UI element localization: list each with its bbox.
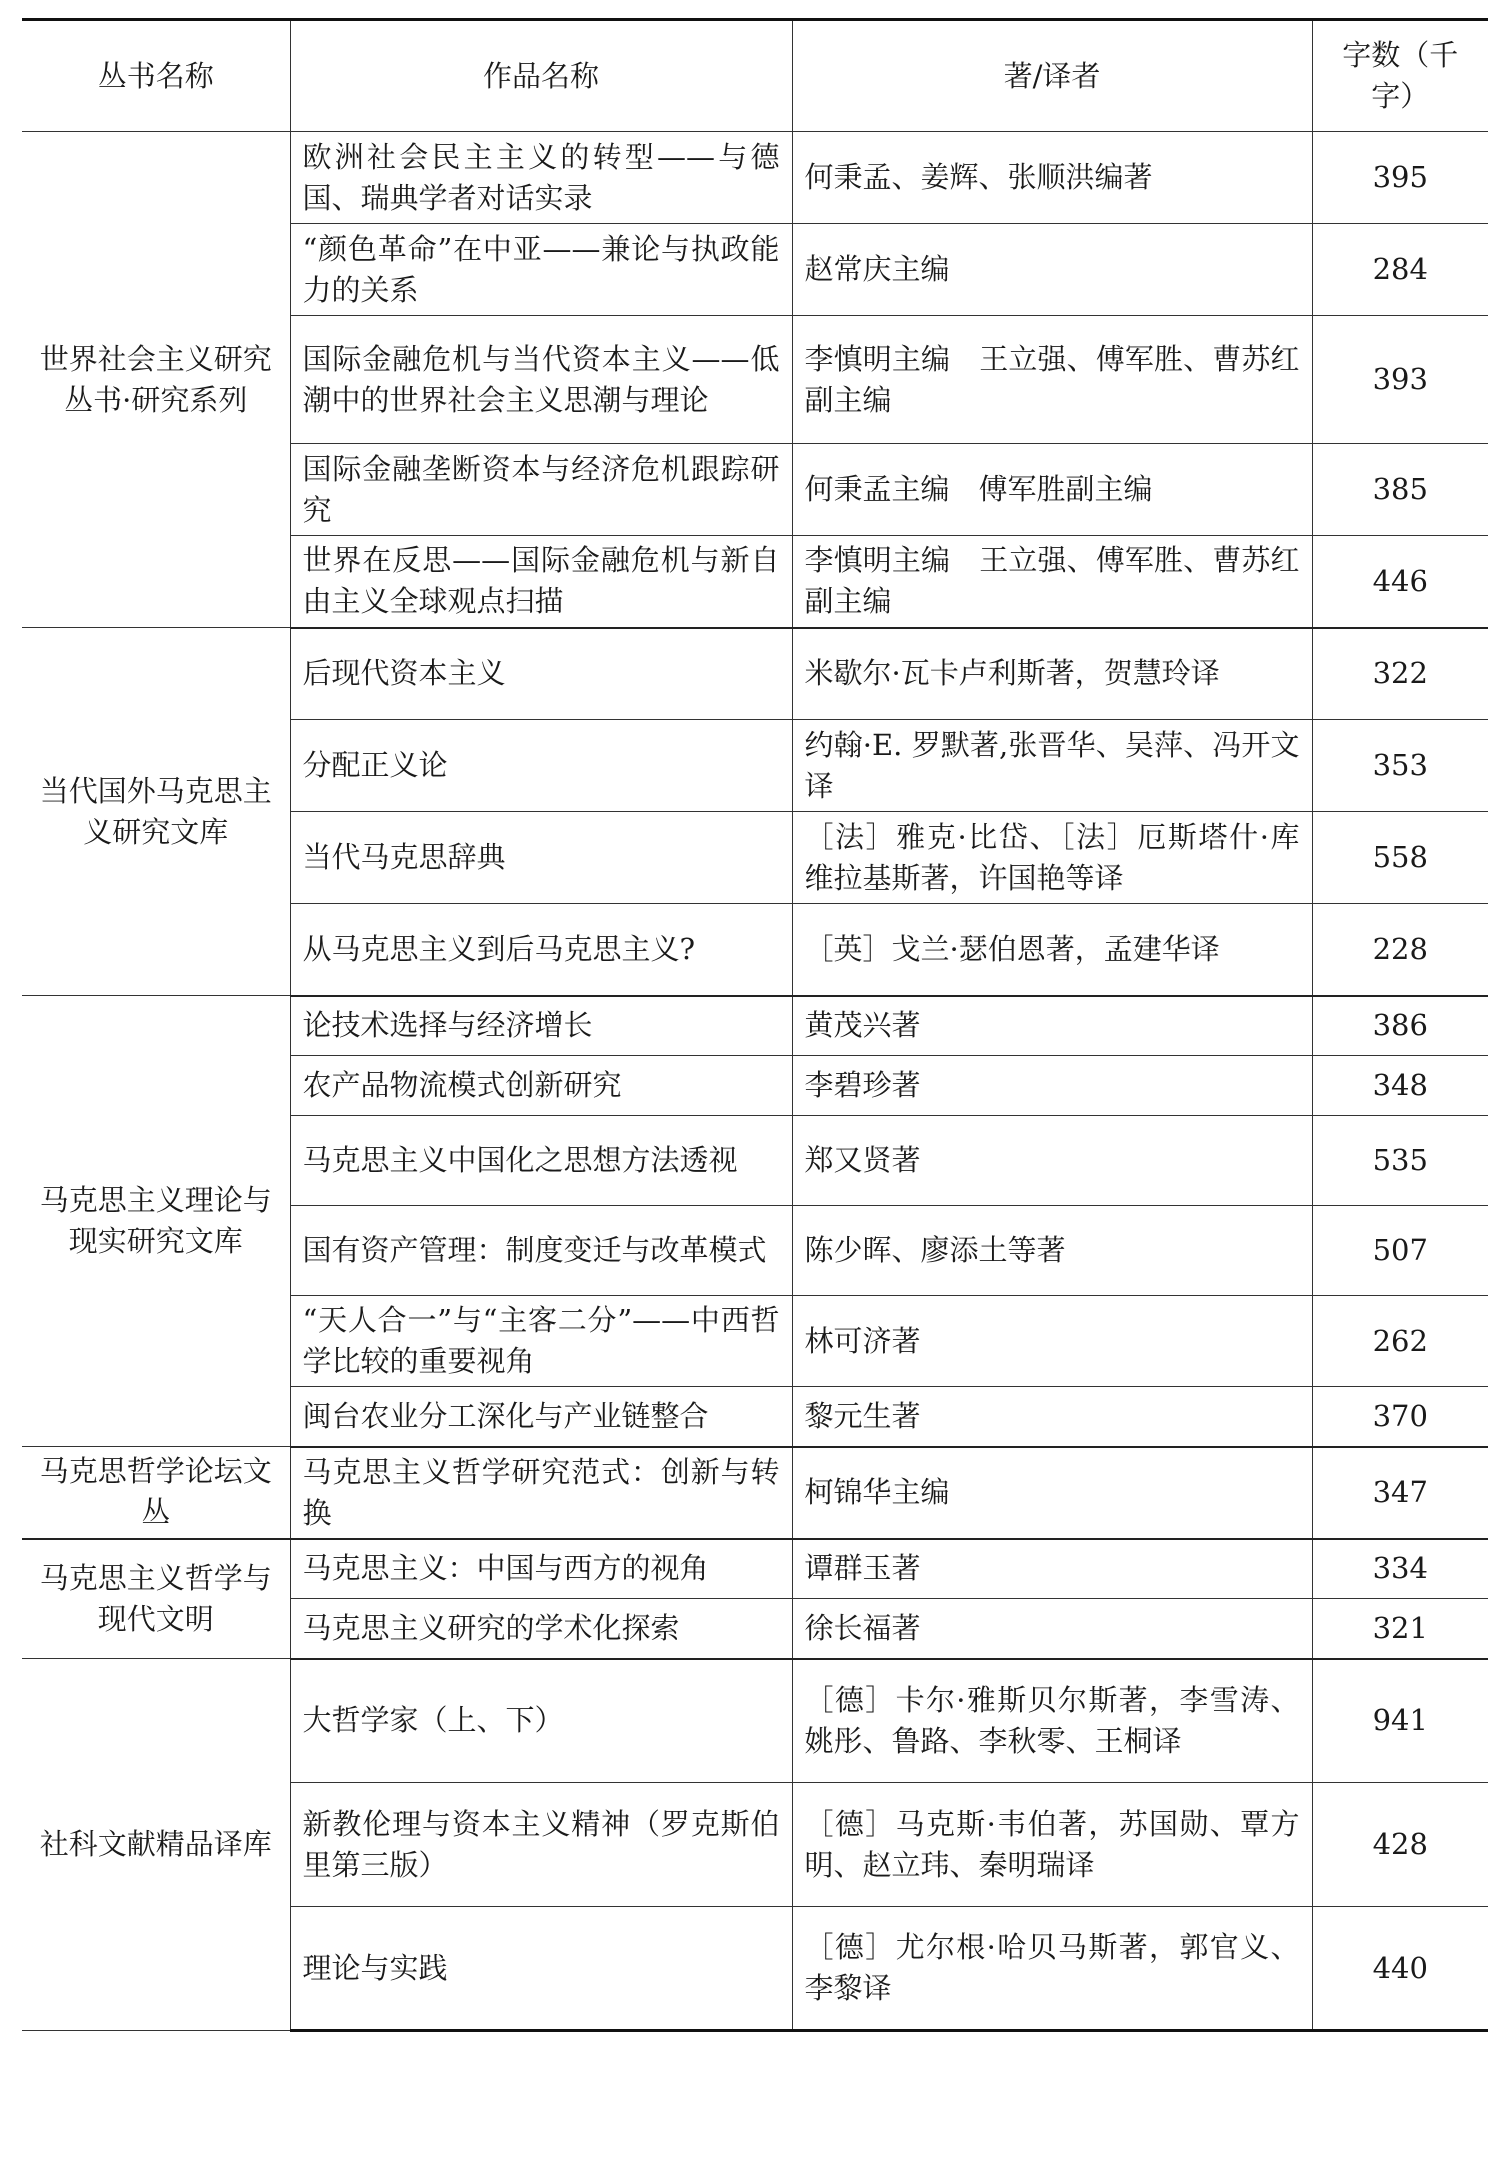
word-count-cell: 228 xyxy=(1312,904,1488,996)
work-title-cell: 闽台农业分工深化与产业链整合 xyxy=(290,1387,792,1447)
word-count-cell: 284 xyxy=(1312,224,1488,316)
author-cell: 谭群玉著 xyxy=(792,1539,1312,1599)
work-title-cell: 国有资产管理：制度变迁与改革模式 xyxy=(290,1206,792,1296)
word-count-cell: 507 xyxy=(1312,1206,1488,1296)
series-name-cell: 马克思主义理论与现实研究文库 xyxy=(22,996,290,1447)
word-count-cell: 348 xyxy=(1312,1056,1488,1116)
word-count-cell: 353 xyxy=(1312,720,1488,812)
work-title-cell: 农产品物流模式创新研究 xyxy=(290,1056,792,1116)
work-title-cell: 国际金融垄断资本与经济危机跟踪研究 xyxy=(290,444,792,536)
work-title-cell: 马克思主义研究的学术化探索 xyxy=(290,1599,792,1659)
work-title-cell: “天人合一”与“主客二分”——中西哲学比较的重要视角 xyxy=(290,1296,792,1387)
author-cell: 林可济著 xyxy=(792,1296,1312,1387)
work-title-cell: 当代马克思辞典 xyxy=(290,812,792,904)
header-title: 作品名称 xyxy=(290,20,792,132)
author-cell: 何秉孟、姜辉、张顺洪编著 xyxy=(792,132,1312,224)
author-cell: ［德］尤尔根·哈贝马斯著，郭官义、李黎译 xyxy=(792,1907,1312,2031)
word-count-cell: 334 xyxy=(1312,1539,1488,1599)
table-row xyxy=(22,1659,1488,1783)
author-cell: 赵常庆主编 xyxy=(792,224,1312,316)
work-title-cell: 大哲学家（上、下） xyxy=(290,1659,792,1783)
header-series: 丛书名称 xyxy=(22,20,290,132)
author-cell: 米歇尔·瓦卡卢利斯著，贺慧玲译 xyxy=(792,628,1312,720)
table-header xyxy=(22,20,1488,132)
author-cell: ［法］雅克·比岱、［法］厄斯塔什·库维拉基斯著，许国艳等译 xyxy=(792,812,1312,904)
word-count-cell: 446 xyxy=(1312,536,1488,628)
table-row xyxy=(22,132,1488,224)
word-count-cell: 395 xyxy=(1312,132,1488,224)
word-count-cell: 428 xyxy=(1312,1783,1488,1907)
work-title-cell: 后现代资本主义 xyxy=(290,628,792,720)
series-name-cell: 马克思哲学论坛文丛 xyxy=(22,1447,290,1539)
author-cell: 黄茂兴著 xyxy=(792,996,1312,1056)
author-cell: 陈少晖、廖添土等著 xyxy=(792,1206,1312,1296)
work-title-cell: 欧洲社会民主主义的转型——与德国、瑞典学者对话实录 xyxy=(290,132,792,224)
word-count-cell: 321 xyxy=(1312,1599,1488,1659)
word-count-cell: 370 xyxy=(1312,1387,1488,1447)
work-title-cell: 马克思主义哲学研究范式：创新与转换 xyxy=(290,1447,792,1539)
series-name-cell: 马克思主义哲学与现代文明 xyxy=(22,1539,290,1659)
author-cell: 约翰·E. 罗默著,张晋华、吴萍、冯开文译 xyxy=(792,720,1312,812)
table-row xyxy=(22,1447,1488,1539)
author-cell: 郑又贤著 xyxy=(792,1116,1312,1206)
author-cell: 徐长福著 xyxy=(792,1599,1312,1659)
author-cell: 柯锦华主编 xyxy=(792,1447,1312,1539)
table-row xyxy=(22,1539,1488,1599)
series-name-cell: 当代国外马克思主义研究文库 xyxy=(22,628,290,996)
author-cell: ［德］卡尔·雅斯贝尔斯著，李雪涛、姚彤、鲁路、李秋零、王桐译 xyxy=(792,1659,1312,1783)
author-cell: ［德］马克斯·韦伯著，苏国勋、覃方明、赵立玮、秦明瑞译 xyxy=(792,1783,1312,1907)
word-count-cell: 385 xyxy=(1312,444,1488,536)
author-cell: 黎元生著 xyxy=(792,1387,1312,1447)
author-cell: 李碧珍著 xyxy=(792,1056,1312,1116)
word-count-cell: 386 xyxy=(1312,996,1488,1056)
work-title-cell: “颜色革命”在中亚——兼论与执政能力的关系 xyxy=(290,224,792,316)
word-count-cell: 440 xyxy=(1312,1907,1488,2031)
series-name-cell: 世界社会主义研究丛书·研究系列 xyxy=(22,132,290,628)
work-title-cell: 马克思主义：中国与西方的视角 xyxy=(290,1539,792,1599)
series-name-cell: 社科文献精品译库 xyxy=(22,1659,290,2031)
table-row xyxy=(22,996,1488,1056)
header-row xyxy=(22,20,1488,132)
book-series-table xyxy=(22,18,1488,2032)
word-count-cell: 393 xyxy=(1312,316,1488,444)
header-author: 著/译者 xyxy=(792,20,1312,132)
word-count-cell: 262 xyxy=(1312,1296,1488,1387)
author-cell: 李慎明主编 王立强、傅军胜、曹苏红副主编 xyxy=(792,536,1312,628)
work-title-cell: 新教伦理与资本主义精神（罗克斯伯里第三版） xyxy=(290,1783,792,1907)
word-count-cell: 558 xyxy=(1312,812,1488,904)
work-title-cell: 分配正义论 xyxy=(290,720,792,812)
table-row xyxy=(22,628,1488,720)
word-count-cell: 535 xyxy=(1312,1116,1488,1206)
author-cell: ［英］戈兰·瑟伯恩著，孟建华译 xyxy=(792,904,1312,996)
work-title-cell: 马克思主义中国化之思想方法透视 xyxy=(290,1116,792,1206)
work-title-cell: 理论与实践 xyxy=(290,1907,792,2031)
header-count: 字数（千字） xyxy=(1312,20,1488,132)
author-cell: 李慎明主编 王立强、傅军胜、曹苏红副主编 xyxy=(792,316,1312,444)
work-title-cell: 从马克思主义到后马克思主义? xyxy=(290,904,792,996)
work-title-cell: 国际金融危机与当代资本主义——低潮中的世界社会主义思潮与理论 xyxy=(290,316,792,444)
author-cell: 何秉孟主编 傅军胜副主编 xyxy=(792,444,1312,536)
word-count-cell: 941 xyxy=(1312,1659,1488,1783)
work-title-cell: 世界在反思——国际金融危机与新自由主义全球观点扫描 xyxy=(290,536,792,628)
word-count-cell: 322 xyxy=(1312,628,1488,720)
word-count-cell: 347 xyxy=(1312,1447,1488,1539)
work-title-cell: 论技术选择与经济增长 xyxy=(290,996,792,1056)
table-body xyxy=(22,132,1488,2031)
